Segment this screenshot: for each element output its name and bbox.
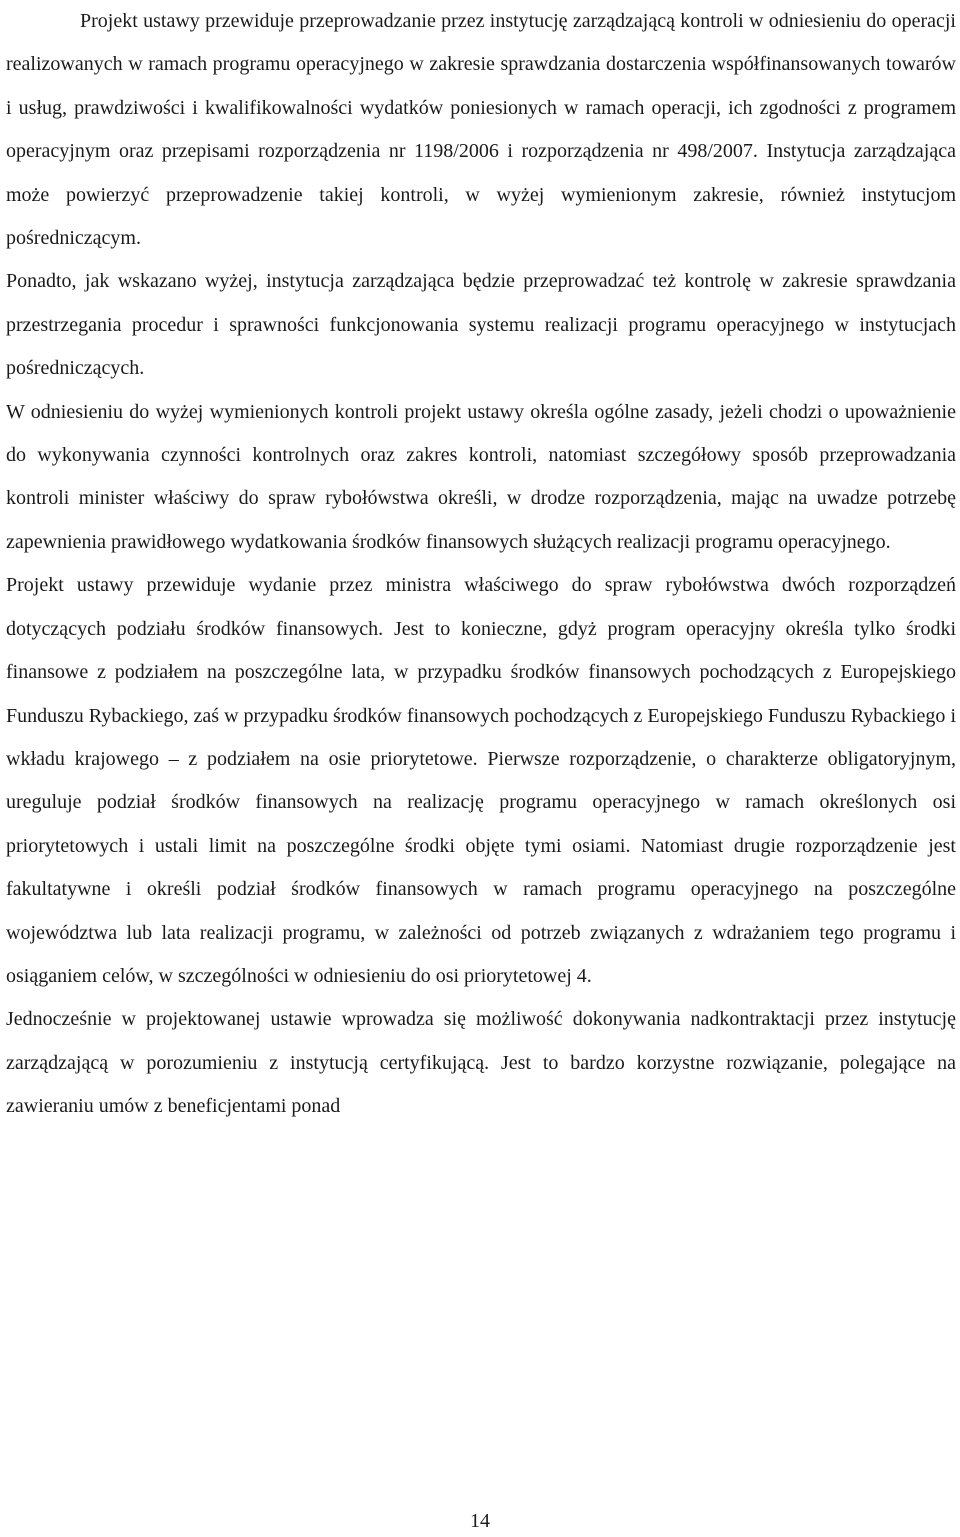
paragraph-4: Projekt ustawy przewiduje wydanie przez ministra właściwego do spraw rybołówstwa dwóch rozporządzeń dotyczących podziału środków finansowych. Jest to konieczne, gdyż program operacyjny określa tylko środki finansowe z podziałem na poszczególne lata, w przypadku środków finansowych pochodzących z Europejskiego Funduszu Rybackiego, zaś w przypadku środków finansowych pochodzących z Europejskiego Funduszu Rybackiego i wkładu krajowego – z podziałem na osie priorytetowe. Pierwsze rozporządzenie, o charakterze obligatoryjnym, ureguluje podział środków finansowych na realizację programu operacyjnego w ramach określonych osi priorytetowych i ustali limit na poszczególne środki objęte tymi osiami. Natomiast drugie rozporządzenie jest fakultatywne i określi podział środków finansowych w ramach programu operacyjnego na poszczególne województwa lub lata realizacji programu, w zależności od potrzeb związanych z wdrażaniem tego programu i osiąganiem celów, w szczególności w odniesieniu do osi priorytetowej 4. xyxy=(6,574,956,987)
document-body xyxy=(6,0,956,1129)
paragraph-2: Ponadto, jak wskazano wyżej, instytucja zarządzająca będzie przeprowadzać też kontrolę w zakresie sprawdzania przestrzegania procedur i sprawności funkcjonowania systemu realizacji programu operacyjnego w instytucjach pośredniczących. xyxy=(6,270,956,380)
paragraph-3: W odniesieniu do wyżej wymienionych kontroli projekt ustawy określa ogólne zasady, jeżeli chodzi o upoważnienie do wykonywania czynności kontrolnych oraz zakres kontroli, natomiast szczegółowy sposób przeprowadzania kontroli minister właściwy do spraw rybołówstwa określi, w drodze rozporządzenia, mając na uwadze potrzebę zapewnienia prawidłowego wydatkowania środków finansowych służących realizacji programu operacyjnego. xyxy=(6,400,956,553)
page-number: 14 xyxy=(470,1510,490,1532)
paragraph-1: Projekt ustawy przewiduje przeprowadzanie przez instytucję zarządzającą kontroli w odniesieniu do operacji realizowanych w ramach programu operacyjnego w zakresie sprawdzania dostarczenia współfinansowanych towarów i usług, prawdziwości i kwalifikowalności wydatków poniesionych w ramach operacji, ich zgodności z programem operacyjnym oraz przepisami rozporządzenia nr 1198/2006 i rozporządzenia nr 498/2007. Instytucja zarządzająca może powierzyć przeprowadzenie takiej kontroli, w wyżej wymienionym zakresie, również instytucjom pośredniczącym. xyxy=(6,10,956,250)
paragraph-5: Jednocześnie w projektowanej ustawie wprowadza się możliwość dokonywania nadkontraktacji przez instytucję zarządzającą w porozumieniu z instytucją certyfikującą. Jest to bardzo korzystne rozwiązanie, polegające na zawieraniu umów z beneficjentami ponad xyxy=(6,1008,956,1118)
